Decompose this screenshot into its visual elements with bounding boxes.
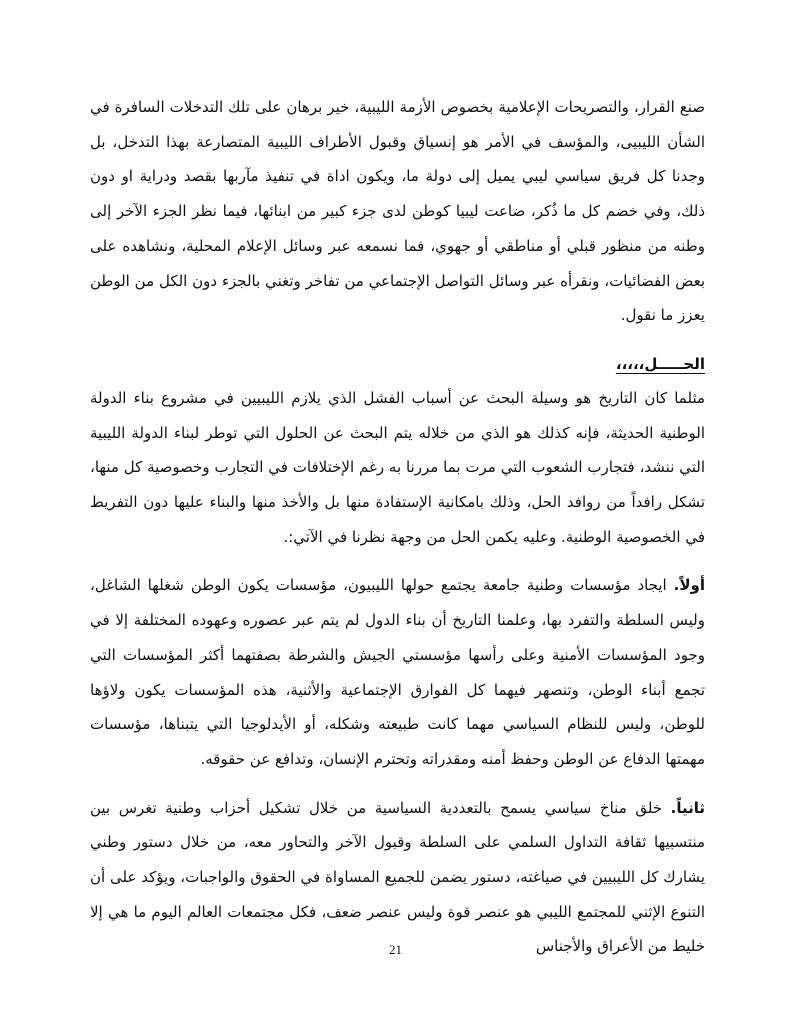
solution-intro-paragraph [90, 381, 705, 555]
page-number: 21 [389, 942, 402, 957]
first-point-text: ايجاد مؤسسات وطنية جامعة يجتمع حولها الليبيون، مؤسسات يكون الوطن شغلها الشاغل، وليس السلطة والتفرد بها، وعلمنا التاريخ أن بناء الدول لم يتم عبر عصوره وعهوده المختلفة إلا في وجود المؤسسات الأمنية وعلى رأسها مؤسستي الجيش والشرطة بصفتهما أكثر المؤسسات التي تجمع أبناء الوطن، وتنصهر فيهما كل الفوارق الإجتماعية والأثنية، هذه المؤسسات يكون ولاؤها للوطن، وليس للنظام السياسي مهما كانت طبيعته وشكله، أو الأيدلوجيا التي يتبناها، مؤسسات مهمتها الدفاع عن الوطن وحفظ أمنه ومقدراته وتحترم الإنسان، وتدافع عن حقوقه. [90, 576, 705, 768]
second-point-label: ثانياً. [670, 798, 705, 817]
document-body [90, 90, 705, 964]
intro-paragraph: صنع القرار، والتصريحات الإعلامية بخصوص الأزمة الليبية، خير برهان على تلك التدخلات السافرة في الشأن الليبيى، والمؤسف في الأمر هو إنسياق وقبول الأطراف الليبية المتصارعة بهذا التدخل، بل وجدنا كل فريق سياسي ليبي يميل إلى دولة ما، ويكون اداة في تنفيذ مآربها بقصد ودراية او دون ذلك، وفي خضم كل ما ذُكر، ضاعت ليبيا كوطن لدى جزء كبير من ابنائها، فيما نظر الجزء الآخر إلى وطنه من منظور قبلي أو مناطقي أو جهوي، فما نسمعه عبر وسائل الإعلام المحلية، ونشاهده على بعض الفضائيات، ونقرأه عبر وسائل التواصل الإجتماعي من تفاخر وتغني بالجزء دون الكل من الوطن يعزز ما نقول. [90, 98, 705, 325]
second-point-paragraph [90, 791, 705, 965]
first-point-label: أولاً. [673, 576, 705, 595]
solution-heading: الحـــــل،،،،، [615, 354, 705, 373]
first-point-paragraph [90, 568, 705, 776]
solution-heading-line [90, 347, 705, 381]
second-point-text: خلق مناخ سياسي يسمح بالتعددية السياسية من خلال تشكيل أحزاب وطنية تغرس بين منتسبيها ثقافة التداول السلمي على السلطة وقبول الآخر والتحاور معه، من خلال دستور وطني يشارك كل الليبيين في صياغته، دستور يضمن للجميع المساواة في الحقوق والواجبات، ويؤكد على أن التنوع الإثني للمجتمع الليبي هو عنصر قوة وليس عنصر ضعف، فكل مجتمعات العالم اليوم ما هي إلا خليط من الأعراق والأجناس [90, 798, 705, 956]
solution-intro-text: مثلما كان التاريخ هو وسيلة البحث عن أسباب الفشل الذي يلازم الليبيين في مشروع بناء الدولة الوطنية الحديثة، فإنه كذلك هو الذي من خلاله يتم البحث عن الحلول التي توطر لبناء الدولة الليبية التي ننشد، فتجارب الشعوب التي مرت بما مررنا به رغم الإختلافات في التجارب وخصوصية كل منها، تشكل رافداً من روافد الحل، وذلك بامكانية الإستفادة منها بل والأخذ منها والبناء عليها دون التفريط في الخصوصية الوطنية. وعليه يكمن الحل من وجهة نظرنا في الآتي:. [90, 388, 705, 546]
